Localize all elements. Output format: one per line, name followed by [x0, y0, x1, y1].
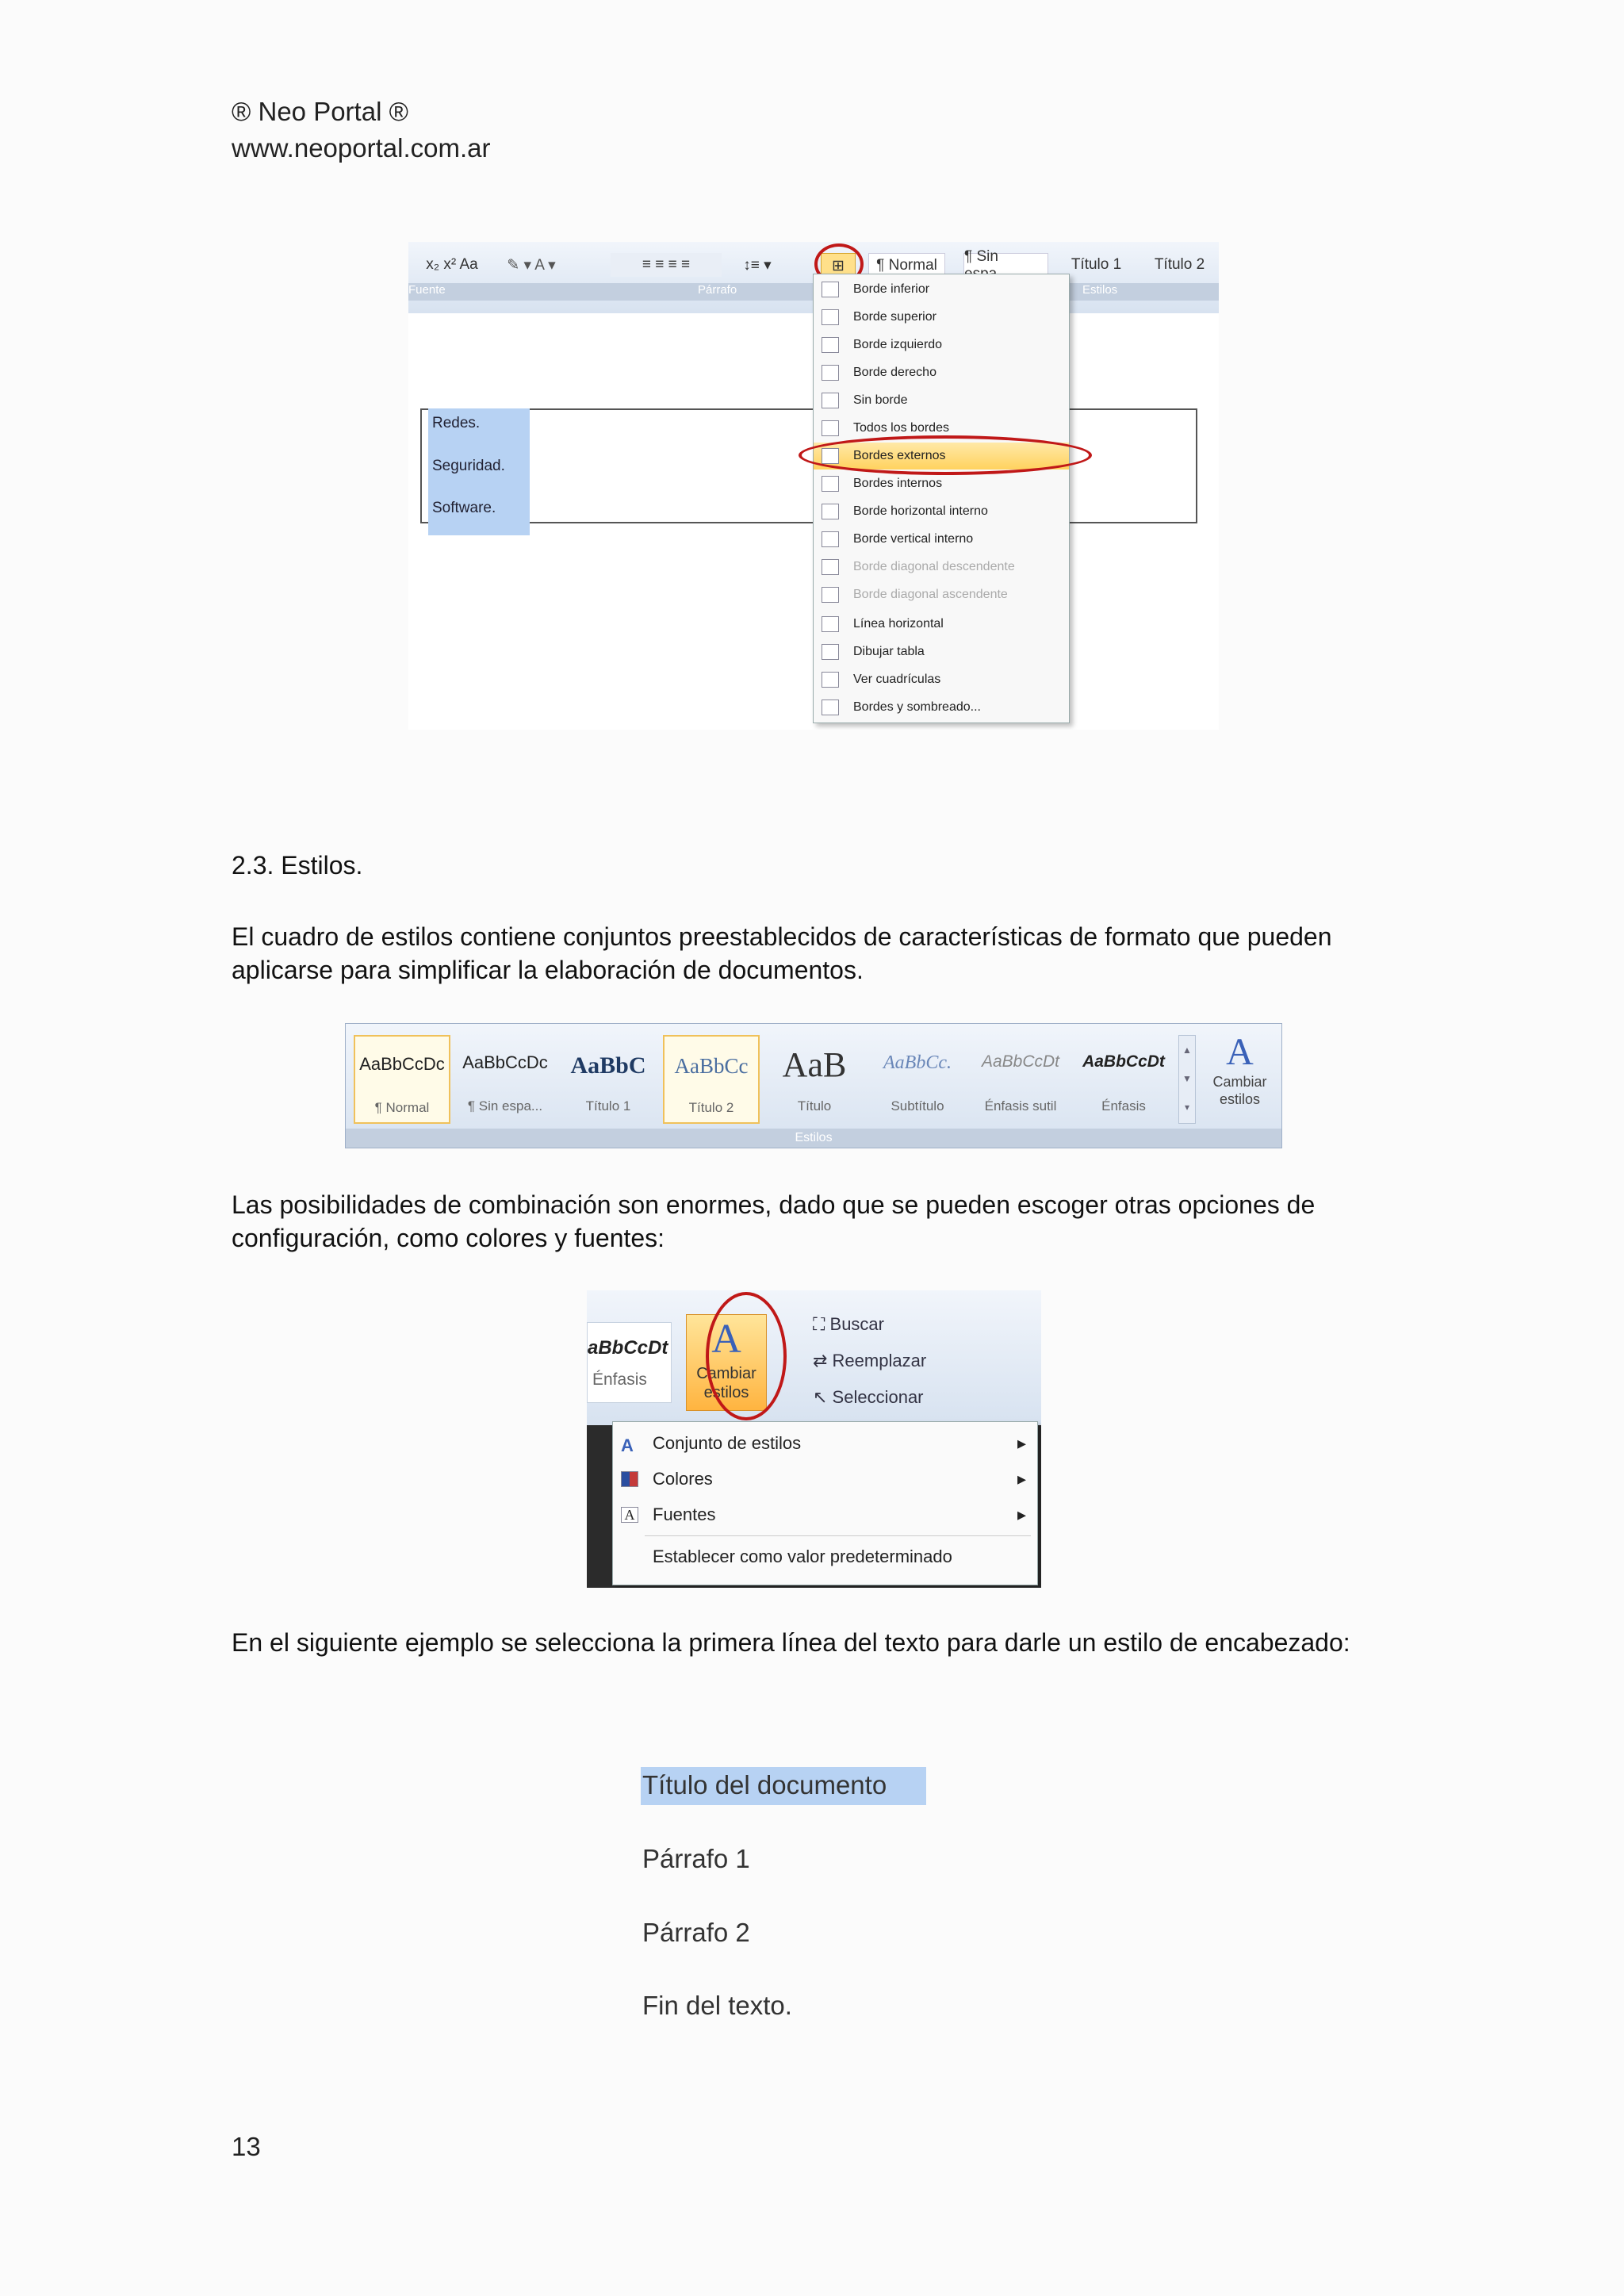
style-sin-espacio[interactable]: ¶ Sin [963, 253, 1048, 278]
menu-item-bordes-y-sombreado[interactable]: Bordes y sombreado... [814, 694, 1069, 721]
page-number: 13 [232, 2132, 261, 2161]
menu-item-borde-vertical-interno[interactable]: Borde vertical interno [814, 526, 1069, 553]
borders-screenshot [408, 242, 1219, 730]
diagonal-down-border-icon [822, 559, 839, 575]
example-paragraph-1[interactable]: Párrafo 1 [642, 1844, 750, 1873]
align-buttons[interactable]: ≡ ≡ ≡ ≡ [611, 253, 722, 277]
style-tile-normal[interactable]: AaBbCcDc ¶ Normal [354, 1035, 450, 1124]
group-parrafo: Párrafo [698, 283, 737, 297]
inside-borders-icon [822, 476, 839, 492]
section-heading: 2.3. Estilos. [232, 851, 363, 880]
style-tile-enfasis-sutil[interactable]: AaBbCcDt Énfasis sutil [981, 1052, 1060, 1114]
styles-gallery [345, 1023, 1282, 1148]
menu-separator [645, 1535, 1031, 1536]
change-styles-menu [612, 1421, 1038, 1585]
buscar-button[interactable]: ⛶ Buscar [813, 1314, 884, 1334]
change-styles-icon: A [711, 1317, 741, 1362]
table-outline [420, 408, 1197, 523]
colors-icon [621, 1471, 638, 1487]
gridlines-icon [822, 672, 839, 688]
menu-item-colores[interactable]: Colores ▸ [613, 1462, 1037, 1497]
menu-item-borde-diagonal-ascendente: Borde diagonal ascendente [814, 581, 1069, 608]
font-buttons[interactable]: x₂ x² Aa [426, 256, 478, 273]
borders-dropdown-menu [813, 274, 1070, 723]
table-cell-redes[interactable]: Redes. [432, 415, 481, 431]
menu-item-conjunto-de-estilos[interactable]: A Conjunto de estilos ▸ [621, 1433, 1026, 1455]
cambiar-estilos-button[interactable]: A Cambiar estilos [686, 1314, 767, 1411]
menu-item-borde-diagonal-descendente: Borde diagonal descendente [814, 554, 1069, 581]
spacing-button[interactable]: ↕≡ ▾ [743, 256, 772, 274]
menu-item-bordes-externos[interactable]: Bordes externos [814, 443, 1069, 470]
header-brand: ® Neo Portal ® [232, 97, 408, 126]
menu-item-borde-superior[interactable]: Borde superior [814, 304, 1069, 331]
menu-item-linea-horizontal[interactable]: Línea horizontal [814, 611, 1069, 638]
header-url: www.neoportal.com.ar [232, 133, 491, 163]
group-fuente: Fuente [408, 283, 446, 297]
style-tile-titulo-2[interactable]: AaBbCc Título 2 [663, 1035, 760, 1124]
menu-item-establecer-predeterminado[interactable]: Establecer como valor predeterminado [613, 1539, 1037, 1574]
menu-item-fuentes[interactable]: A Fuentes ▸ [613, 1497, 1037, 1532]
menu-item-bordes-internos[interactable]: Bordes internos [814, 470, 1069, 497]
style-tile-enfasis[interactable]: AaBbCcDt Énfasis [1082, 1052, 1165, 1114]
style-titulo-2[interactable]: Título 2 [1154, 256, 1205, 273]
menu-item-borde-izquierdo[interactable]: Borde izquierdo [814, 332, 1069, 358]
example-paragraph-2[interactable]: Párrafo 2 [642, 1918, 750, 1947]
inside-horizontal-border-icon [822, 504, 839, 519]
paragraph-3: En el siguiente ejemplo se selecciona la primera línea del texto para darle un estilo de encabezado: [232, 1628, 1350, 1657]
reemplazar-button[interactable]: ⇄ Reemplazar [813, 1351, 927, 1370]
horizontal-line-icon [822, 616, 839, 632]
fonts-icon: A [621, 1507, 638, 1523]
change-styles-screenshot [587, 1290, 1041, 1588]
style-set-icon: A [621, 1435, 634, 1455]
borders-shading-icon [822, 700, 839, 715]
menu-item-todos-los-bordes[interactable]: Todos los bordes [814, 415, 1069, 442]
gallery-scroll[interactable]: ▲ ▼ ▾ [1178, 1035, 1196, 1124]
menu-item-borde-horizontal-interno[interactable]: Borde horizontal interno [814, 498, 1069, 525]
annotation-oval-bordes-externos [799, 435, 1092, 475]
style-tile-titulo[interactable]: AaB Título [782, 1045, 847, 1114]
grid-icon: ⊞ [832, 257, 845, 274]
font-color-buttons[interactable]: ✎ ▾ A ▾ [507, 256, 556, 274]
group-estilos: Estilos [1082, 283, 1118, 297]
example-end-line[interactable]: Fin del texto. [642, 1991, 792, 2020]
submenu-arrow-icon: ▸ [1017, 1504, 1026, 1524]
style-titulo-1[interactable]: Título 1 [1071, 256, 1122, 273]
top-border-icon [822, 309, 839, 325]
menu-item-borde-derecho[interactable]: Borde derecho [814, 359, 1069, 386]
binoculars-icon: ⛶ [813, 1314, 830, 1334]
menu-item-ver-cuadriculas[interactable]: Ver cuadrículas [814, 666, 1069, 693]
style-tile-titulo-1[interactable]: AaBbC Título 1 [570, 1052, 646, 1114]
annotation-oval-cambiar-estilos [706, 1292, 787, 1420]
paragraph-2: Las posibilidades de combinación son enormes, dado que se pueden escoger otras opciones de configuración, como colores y fuentes: [232, 1190, 1316, 1252]
replace-icon: ⇄ [813, 1351, 833, 1370]
change-styles-icon: A [1226, 1031, 1254, 1073]
diagonal-up-border-icon [822, 587, 839, 603]
blank-icon [621, 1549, 638, 1565]
submenu-arrow-icon: ▸ [1017, 1433, 1026, 1453]
gallery-group-label: Estilos [346, 1129, 1281, 1148]
seleccionar-button[interactable]: ↖ Seleccionar [813, 1387, 924, 1407]
submenu-arrow-icon: ▸ [1017, 1469, 1026, 1489]
change-styles-button[interactable]: A Cambiar estilos [1202, 1032, 1277, 1125]
right-border-icon [822, 365, 839, 381]
left-border-icon [822, 337, 839, 353]
table-cell-software[interactable]: Software. [432, 500, 496, 516]
style-tile-enfasis-partial[interactable]: aBbCcDt Énfasis [587, 1322, 672, 1403]
no-border-icon [822, 393, 839, 408]
all-borders-icon [822, 420, 839, 436]
style-tile-subtitulo[interactable]: AaBbCc. Subtítulo [883, 1052, 952, 1114]
style-tile-sin-espacio[interactable]: AaBbCcDc ¶ Sin espa... [462, 1052, 548, 1114]
cursor-icon: ↖ [813, 1387, 833, 1407]
menu-item-dibujar-tabla[interactable]: Dibujar tabla [814, 638, 1069, 665]
menu-item-borde-inferior[interactable]: Borde inferior [814, 276, 1069, 303]
style-normal[interactable]: ¶ Normal [868, 253, 945, 278]
table-cell-seguridad[interactable]: Seguridad. [432, 458, 505, 474]
paragraph-1: El cuadro de estilos contiene conjuntos preestablecidos de características de formato que pueden aplicarse para simplificar la elaboración de documentos. [232, 922, 1332, 984]
example-title-line[interactable]: Título del documento [642, 1770, 887, 1800]
menu-item-sin-borde[interactable]: Sin borde [814, 387, 1069, 414]
bottom-border-icon [822, 282, 839, 297]
draw-table-icon [822, 644, 839, 660]
inside-vertical-border-icon [822, 531, 839, 547]
